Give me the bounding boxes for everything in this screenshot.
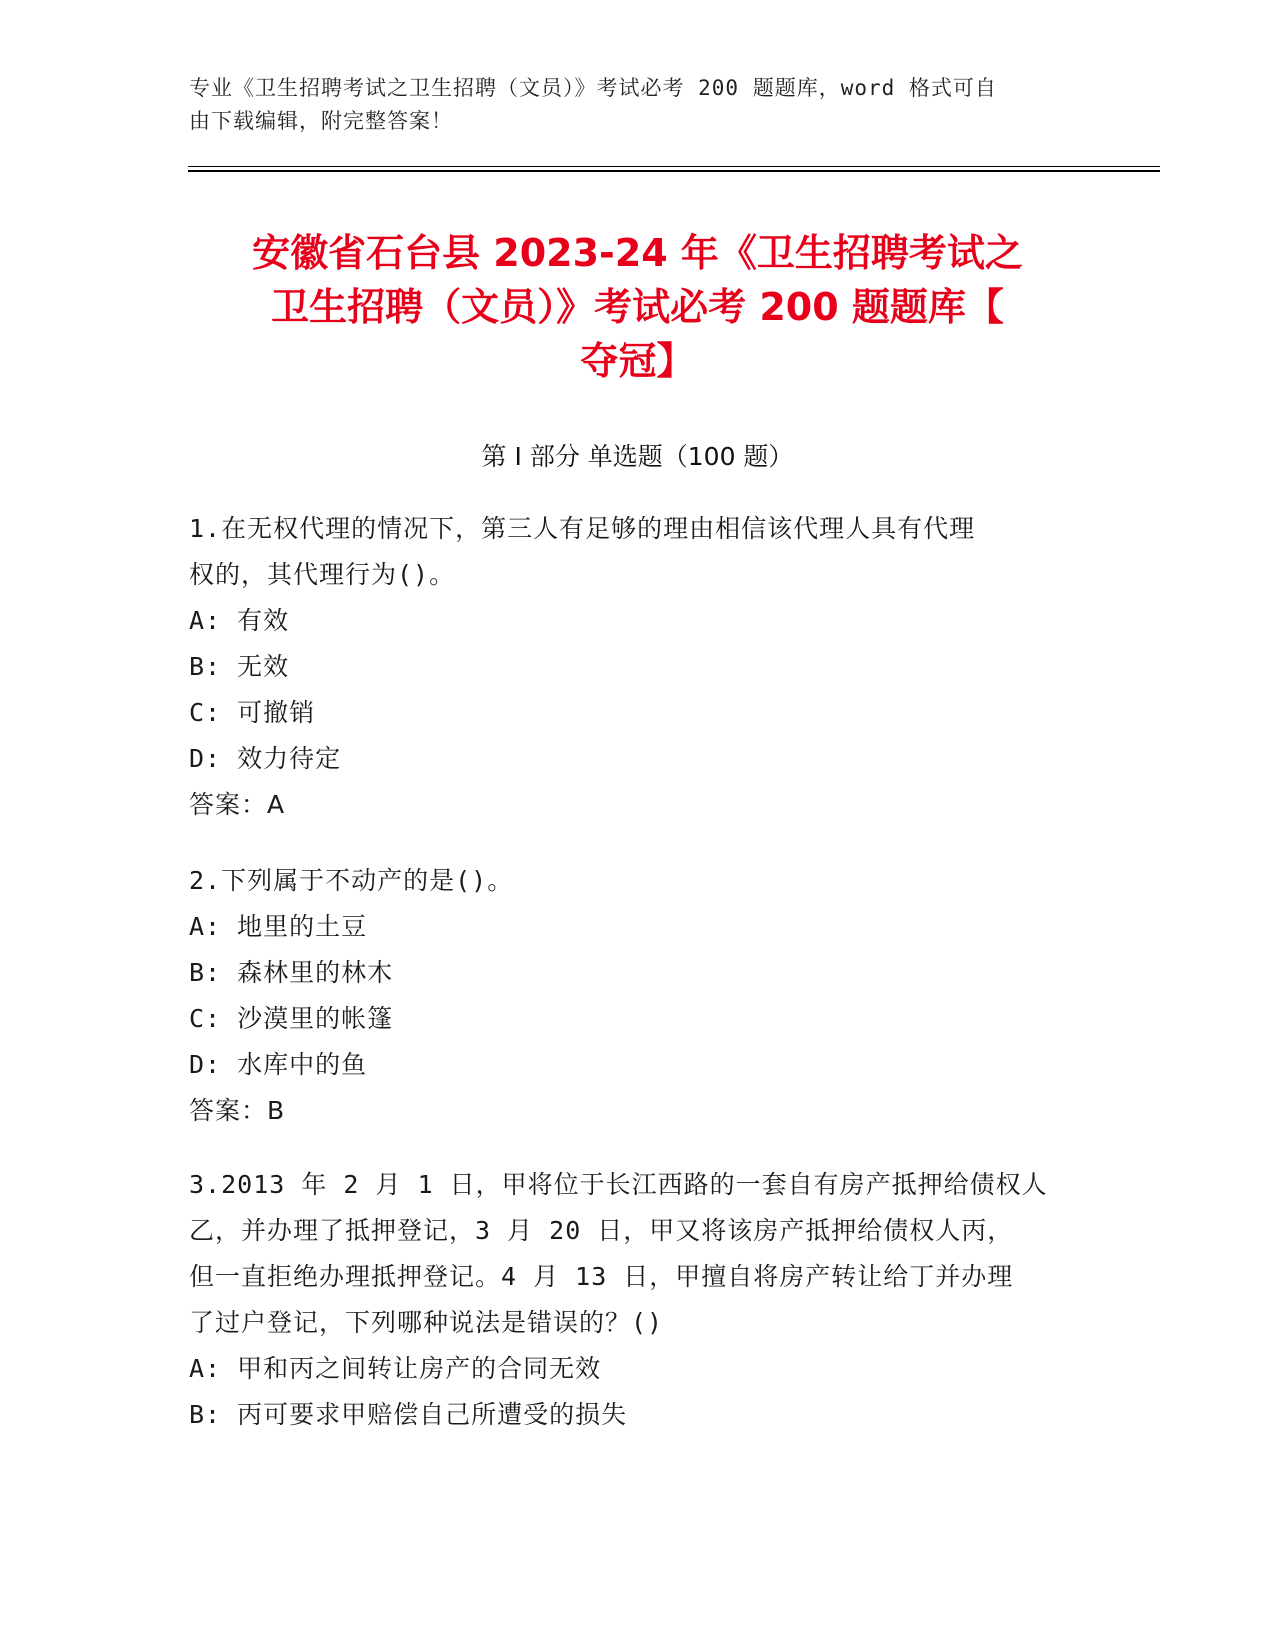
title-line-3: 夺冠】 (580, 339, 695, 383)
question-3 (189, 1162, 1079, 1438)
question-1-option-d: D: 效力待定 (189, 744, 342, 773)
header-rule-thin (188, 166, 1160, 167)
question-2-option-a: A: 地里的土豆 (189, 912, 368, 941)
question-3-stem-line-3: 但一直拒绝办理抵押登记。4 月 13 日，甲擅自将房产转让给丁并办理 (189, 1262, 1014, 1291)
question-3-option-b: B: 丙可要求甲赔偿自己所遭受的损失 (189, 1400, 628, 1429)
question-2-option-d: D: 水库中的鱼 (189, 1050, 368, 1079)
question-1-option-c: C: 可撤销 (189, 698, 316, 727)
question-3-stem-line-4: 了过户登记，下列哪种说法是错误的？() (189, 1308, 664, 1337)
question-2-answer: 答案：B (189, 1096, 286, 1125)
question-2-option-b: B: 森林里的林木 (189, 958, 394, 987)
title-line-2: 卫生招聘（文员）》考试必考 200 题题库【 (271, 285, 1004, 329)
title-line-1: 安徽省石台县 2023-24 年《卫生招聘考试之 (252, 231, 1023, 275)
question-2-stem-line-1: 2.下列属于不动产的是()。 (189, 866, 514, 895)
question-2 (189, 858, 1079, 1134)
question-1-answer: 答案：A (189, 790, 286, 819)
question-1-stem-line-2: 权的，其代理行为()。 (189, 560, 456, 589)
question-3-stem-line-2: 乙，并办理了抵押登记，3 月 20 日，甲又将该房产抵押给债权人丙， (189, 1216, 1014, 1245)
question-3-option-a: A: 甲和丙之间转让房产的合同无效 (189, 1354, 602, 1383)
header-note (189, 72, 1069, 138)
document-title (180, 226, 1095, 388)
question-1-option-b: B: 无效 (189, 652, 290, 681)
header-rule-thick (188, 170, 1160, 172)
question-3-stem-line-1: 3.2013 年 2 月 1 日，甲将位于长江西路的一套自有房产抵押给债权人 (189, 1170, 1048, 1199)
header-note-line-2: 由下载编辑，附完整答案！ (189, 109, 453, 133)
question-1-stem-line-1: 1.在无权代理的情况下，第三人有足够的理由相信该代理人具有代理 (189, 514, 976, 543)
section-heading: 第 I 部分 单选题（100 题） (481, 442, 794, 471)
question-2-option-c: C: 沙漠里的帐篷 (189, 1004, 394, 1033)
question-1 (189, 506, 1079, 828)
header-note-line-1: 专业《卫生招聘考试之卫生招聘（文员）》考试必考 200 题题库，word 格式可自 (189, 76, 997, 100)
question-1-option-a: A: 有效 (189, 606, 290, 635)
